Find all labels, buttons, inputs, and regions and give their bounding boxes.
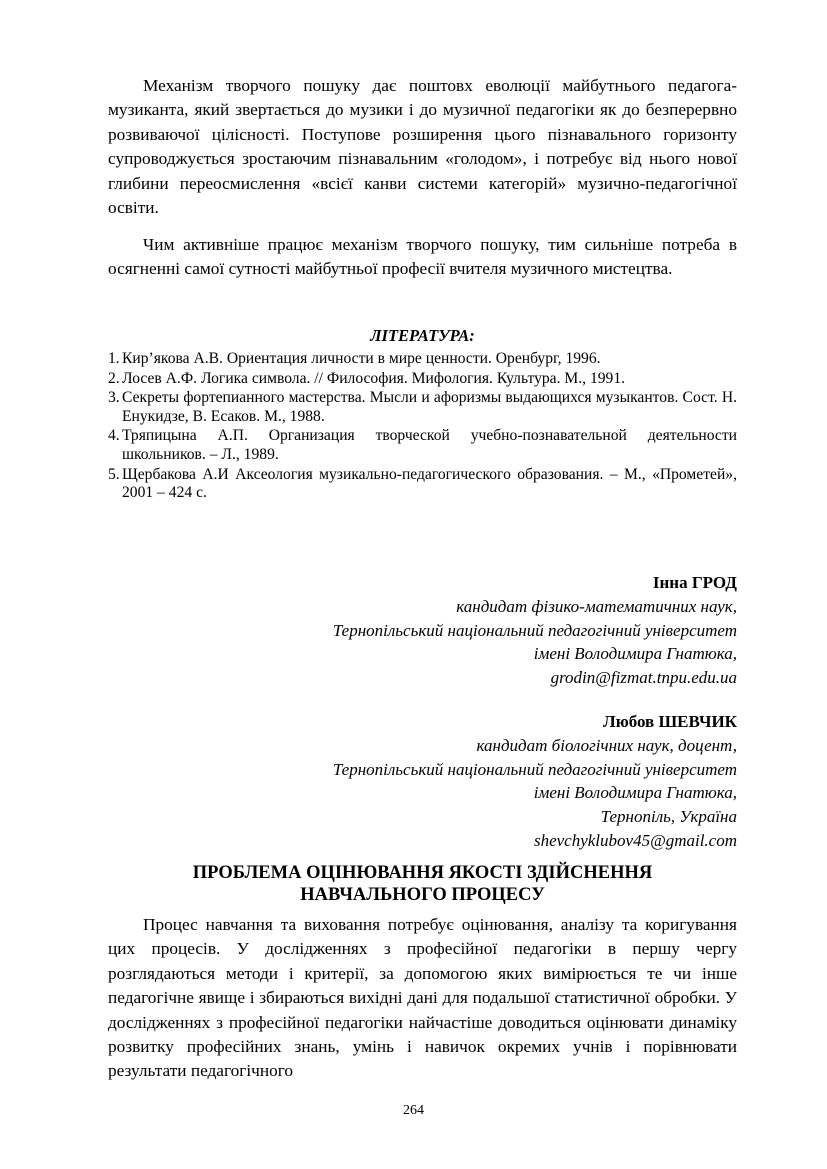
- reference-item: [108, 466, 737, 503]
- article-title-line-1: ПРОБЛЕМА ОЦІНЮВАННЯ ЯКОСТІ ЗДІЙСНЕННЯ: [192, 863, 653, 883]
- reference-text: Щербакова А.И Аксеология музикально-педагогического образования. – М., «Прометей», 2001 – 424 с.: [122, 465, 737, 502]
- author-name: Любов ШЕВЧИК: [603, 712, 737, 731]
- paragraph-creative-search: Механізм творчого пошуку дає поштовх еволюції майбутнього педагога-музиканта, який звертається до музики і до музичної педагогіки як до безперервно розвиваючої цілісності. Поступове розширення цього пізнавального горизонту супроводжується зростаючим пізнавальним «голодом», і потребує від нього нової глибини переосмислення «всієї канви системи категорій» музично-педагогічної освіти.: [108, 76, 737, 218]
- author-email: grodin@fizmat.tnpu.edu.ua: [550, 668, 737, 688]
- reference-number: 5.: [108, 465, 120, 483]
- author-location: Тернопіль, Україна: [600, 807, 737, 827]
- references-title: ЛІТЕРАТУРА:: [370, 326, 475, 345]
- reference-item: [108, 350, 737, 369]
- author-name: Інна ГРОД: [652, 573, 737, 592]
- author-university: Тернопільський національний педагогічний університет: [332, 620, 737, 640]
- author-degree: кандидат біологічних наук, доцент,: [476, 735, 737, 755]
- references-list: [108, 350, 737, 504]
- paragraph-creative-mechanism: Чим активніше працює механізм творчого пошуку, тим сильніше потреба в осягненні самої сутності майбутньої професії вчителя музичного мистецтва.: [108, 235, 737, 279]
- reference-item: [108, 389, 737, 426]
- article-title-line-2: НАВЧАЛЬНОГО ПРОЦЕСУ: [300, 885, 545, 905]
- author-block-grod: [137, 571, 737, 690]
- reference-text: Лосев А.Ф. Логика символа. // Философия. Мифология. Культура. М., 1991.: [122, 369, 626, 387]
- page-number: 264: [403, 1103, 424, 1118]
- reference-number: 2.: [108, 369, 120, 387]
- author-university-name: імені Володимира Гнатюка,: [533, 783, 737, 803]
- reference-text: Секреты фортепианного мастерства. Мысли и афоризмы выдающихся музыкантов. Сост. Н. Енукидзе, В. Есаков. М., 1988.: [122, 389, 737, 425]
- reference-item: [108, 427, 737, 464]
- reference-text: Кир’якова А.В. Ориентация личности в мире ценности. Оренбург, 1996.: [122, 350, 601, 367]
- author-university: Тернопільський національний педагогічний університет: [332, 759, 737, 779]
- reference-number: 3.: [108, 389, 120, 407]
- article-paragraph: Процес навчання та виховання потребує оцінювання, аналізу та коригування цих процесів. У дослідженнях з професійної педагогіки в першу чергу розглядаються методи і критерії, за допомогою яких вимірюється те чи інше педагогічне явище і збираються вихідні дані для подальшої статистичної обробки. У дослідженнях з професійної педагогіки найчастіше доводиться оцінювати динаміку розвитку професійних знань, умінь і навичок окремих учнів і порівнювати результати педагогічного: [108, 915, 737, 1081]
- author-degree: кандидат фізико-математичних наук,: [456, 596, 737, 616]
- reference-item: [108, 370, 737, 389]
- author-block-shevchyk: [137, 710, 737, 853]
- author-email: shevchyklubov45@gmail.com: [533, 830, 737, 850]
- article-title: [108, 862, 737, 906]
- reference-number: 1.: [108, 350, 120, 367]
- author-university-name: імені Володимира Гнатюка,: [533, 644, 737, 664]
- reference-text: Тряпицына А.П. Организация творческой учебно-познавательной деятельности школьников. – Л., 1989.: [122, 427, 737, 463]
- reference-number: 4.: [108, 427, 120, 445]
